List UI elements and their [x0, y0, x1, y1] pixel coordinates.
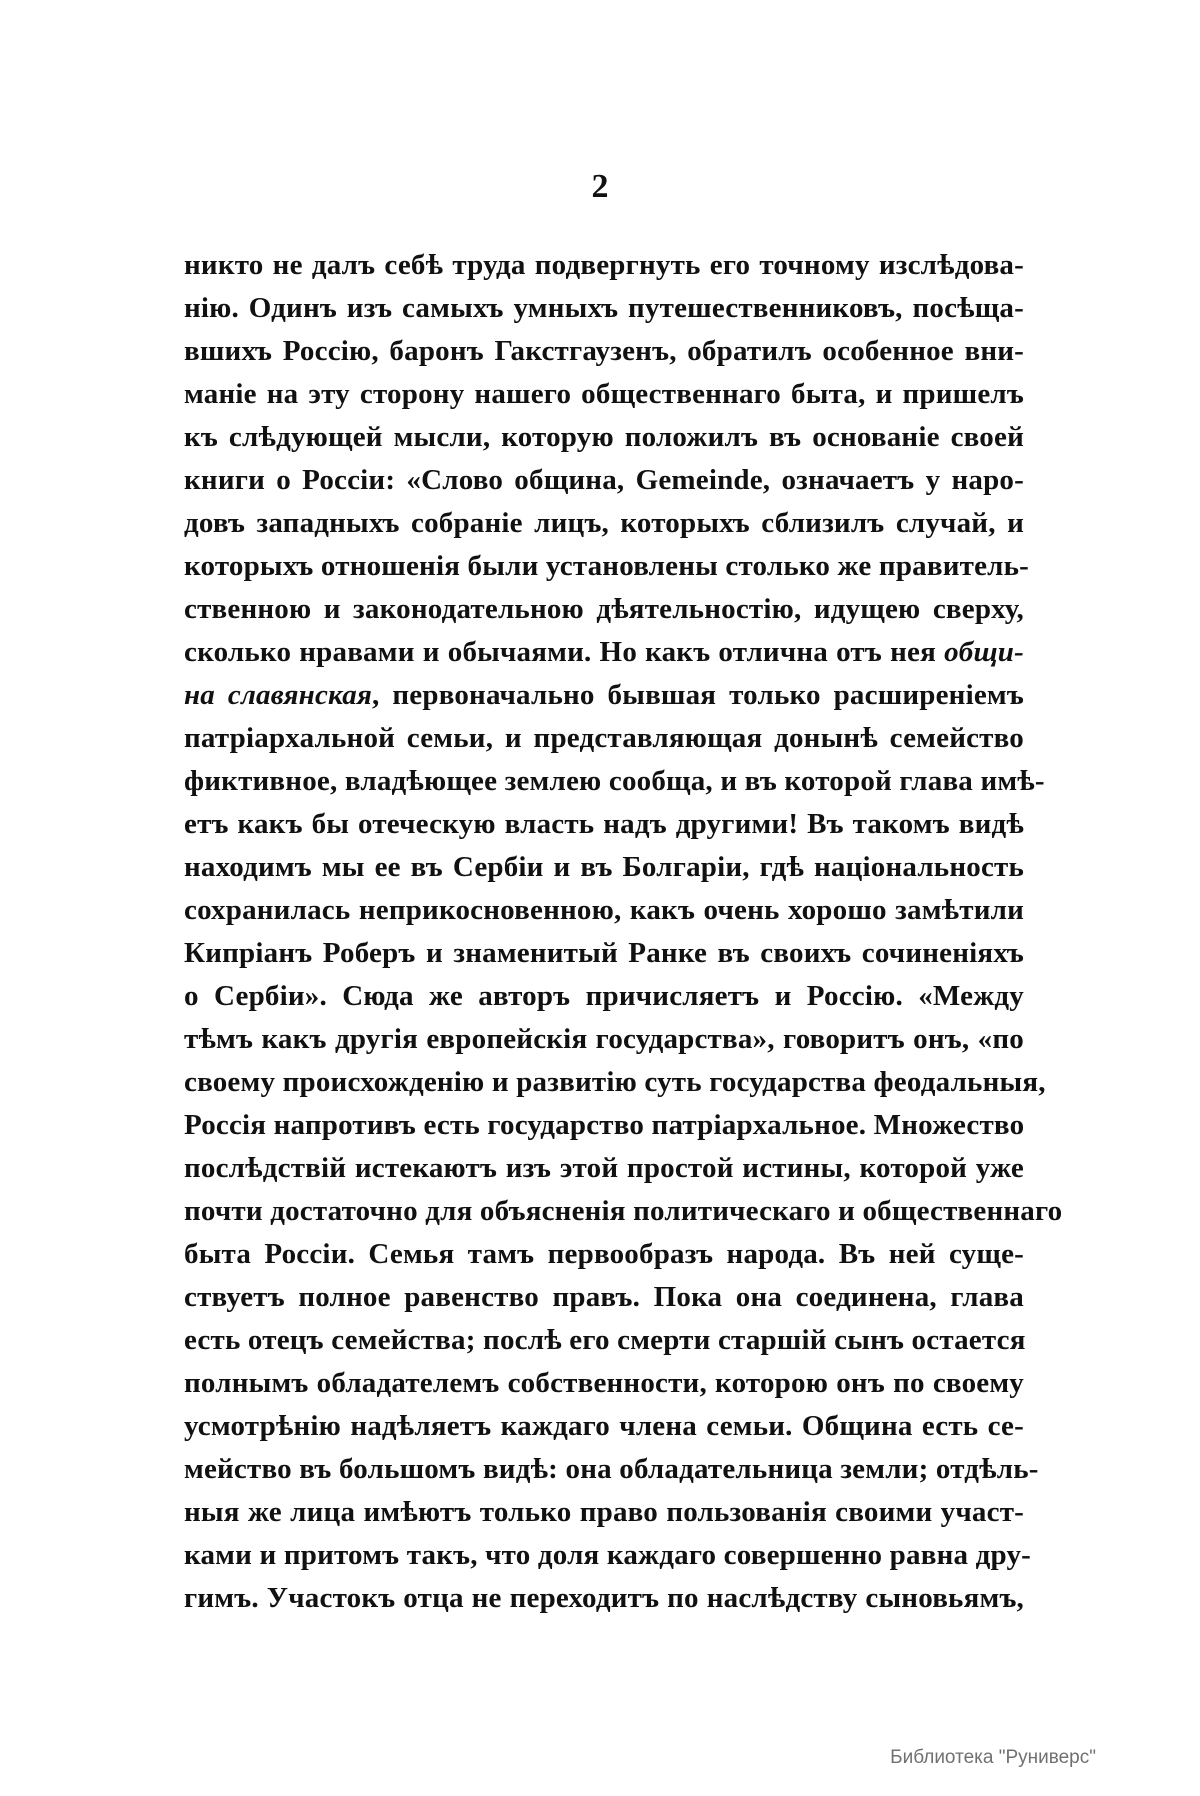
line-text: которыхъ отношенія были установлены столько же правитель- — [184, 550, 1030, 582]
text-line — [184, 1061, 1046, 1104]
line-text: своему происхожденію и развитію суть государства феодальныя, — [184, 1066, 1046, 1098]
text-line — [184, 975, 1024, 1018]
text-line — [184, 1233, 1024, 1276]
library-watermark: Библиотека "Руниверс" — [890, 1747, 1096, 1768]
text-line — [184, 1018, 1024, 1061]
text-line — [184, 889, 1024, 932]
line-text: тѣмъ какъ другія европейскія государства», говоритъ онъ, «по — [184, 1023, 1024, 1055]
line-text: Кипріанъ Роберъ и знаменитый Ранке въ своихъ сочиненіяхъ — [184, 937, 1024, 969]
text-line — [184, 1405, 1024, 1448]
line-text: етъ какъ бы отеческую власть надъ другими! Въ такомъ видѣ — [184, 808, 1024, 840]
text-line — [184, 1319, 1024, 1362]
text-line — [184, 1276, 1024, 1319]
line-text: находимъ мы ее въ Сербіи и въ Болгаріи, гдѣ національность — [184, 851, 1024, 883]
line-text: маніе на эту сторону нашего общественнаго быта, и пришелъ — [184, 378, 1024, 410]
text-line — [184, 287, 1024, 330]
line-text: о Сербіи». Сюда же авторъ причисляетъ и Россію. «Между — [184, 980, 1024, 1012]
line-text: послѣдствій истекаютъ изъ этой простой истины, которой уже — [184, 1152, 1024, 1184]
text-line — [184, 459, 1024, 502]
line-text: книги о Россіи: «Слово община, Gemeinde, означаетъ у наро- — [184, 464, 1024, 496]
line-text: полнымъ обладателемъ собственности, которою онъ по своему — [184, 1367, 1024, 1399]
text-line — [184, 717, 1024, 760]
line-text: мейство въ большомъ видѣ: она обладательница земли; отдѣль- — [184, 1453, 1039, 1485]
text-line — [184, 846, 1024, 889]
text-line — [184, 1362, 1024, 1405]
text-line — [184, 631, 1024, 674]
line-text: ками и притомъ такъ, что доля каждаго совершенно равна дру- — [184, 1539, 1032, 1571]
line-text: нію. Одинъ изъ самыхъ умныхъ путешественниковъ, посѣща- — [184, 292, 1024, 324]
text-line — [184, 416, 1024, 459]
text-line — [184, 1147, 1024, 1190]
line-text: вшихъ Россію, баронъ Гакстгаузенъ, обратилъ особенное вни- — [184, 335, 1024, 367]
line-text: гимъ. Участокъ отца не переходитъ по наслѣдству сыновьямъ, — [184, 1582, 1024, 1614]
text-line — [184, 1534, 1032, 1577]
text-line — [184, 932, 1024, 975]
line-text: есть отецъ семейства; послѣ его смерти старшій сынъ остается — [184, 1324, 1026, 1356]
text-line — [184, 545, 1030, 588]
body-text — [184, 244, 1063, 1620]
line-text: къ слѣдующей мысли, которую положилъ въ основаніе своей — [184, 421, 1024, 453]
line-text: сколько нравами и обычаями. Но какъ отлична отъ нея — [184, 636, 945, 668]
text-line — [184, 1577, 1024, 1620]
text-line — [184, 1104, 1024, 1147]
italic-text: общи- — [944, 636, 1024, 668]
line-text: никто не далъ себѣ труда подвергнуть его точному изслѣдова- — [184, 249, 1024, 281]
text-line — [184, 803, 1024, 846]
text-line — [184, 760, 1045, 803]
line-text: довъ западныхъ собраніе лицъ, которыхъ сблизилъ случай, и — [184, 507, 1024, 539]
text-line — [184, 244, 1024, 287]
line-text: почти достаточно для объясненія политическаго и общественнаго — [184, 1195, 1063, 1227]
text-line — [184, 373, 1024, 416]
line-text: ственною и законодательною дѣятельностію, идущею сверху, — [184, 593, 1024, 625]
line-text: фиктивное, владѣющее землею сообща, и въ которой глава имѣ- — [184, 765, 1045, 797]
line-text: ныя же лица имѣютъ только право пользованія своими участ- — [184, 1496, 1024, 1528]
line-text: Россія напротивъ есть государство патріархальное. Множество — [184, 1109, 1025, 1141]
line-text: , первоначально бывшая только расширеніемъ — [372, 679, 1024, 711]
text-line — [184, 1448, 1039, 1491]
line-text: сохранилась неприкосновенною, какъ очень хорошо замѣтили — [184, 894, 1024, 926]
line-text: патріархальной семьи, и представляющая донынѣ семейство — [184, 722, 1024, 754]
page-number: 2 — [591, 168, 609, 205]
text-line — [184, 1190, 1063, 1233]
line-text: быта Россіи. Семья тамъ первообразъ народа. Въ ней суще- — [184, 1238, 1024, 1270]
line-text: усмотрѣнію надѣляетъ каждаго члена семьи. Община есть се- — [184, 1410, 1024, 1442]
italic-text: на славянская — [184, 679, 373, 711]
line-text: ствуетъ полное равенство правъ. Пока она соединена, глава — [184, 1281, 1024, 1313]
text-line — [184, 330, 1024, 373]
text-line — [184, 502, 1024, 545]
text-line — [184, 674, 1024, 717]
text-line — [184, 1491, 1024, 1534]
text-line — [184, 588, 1024, 631]
